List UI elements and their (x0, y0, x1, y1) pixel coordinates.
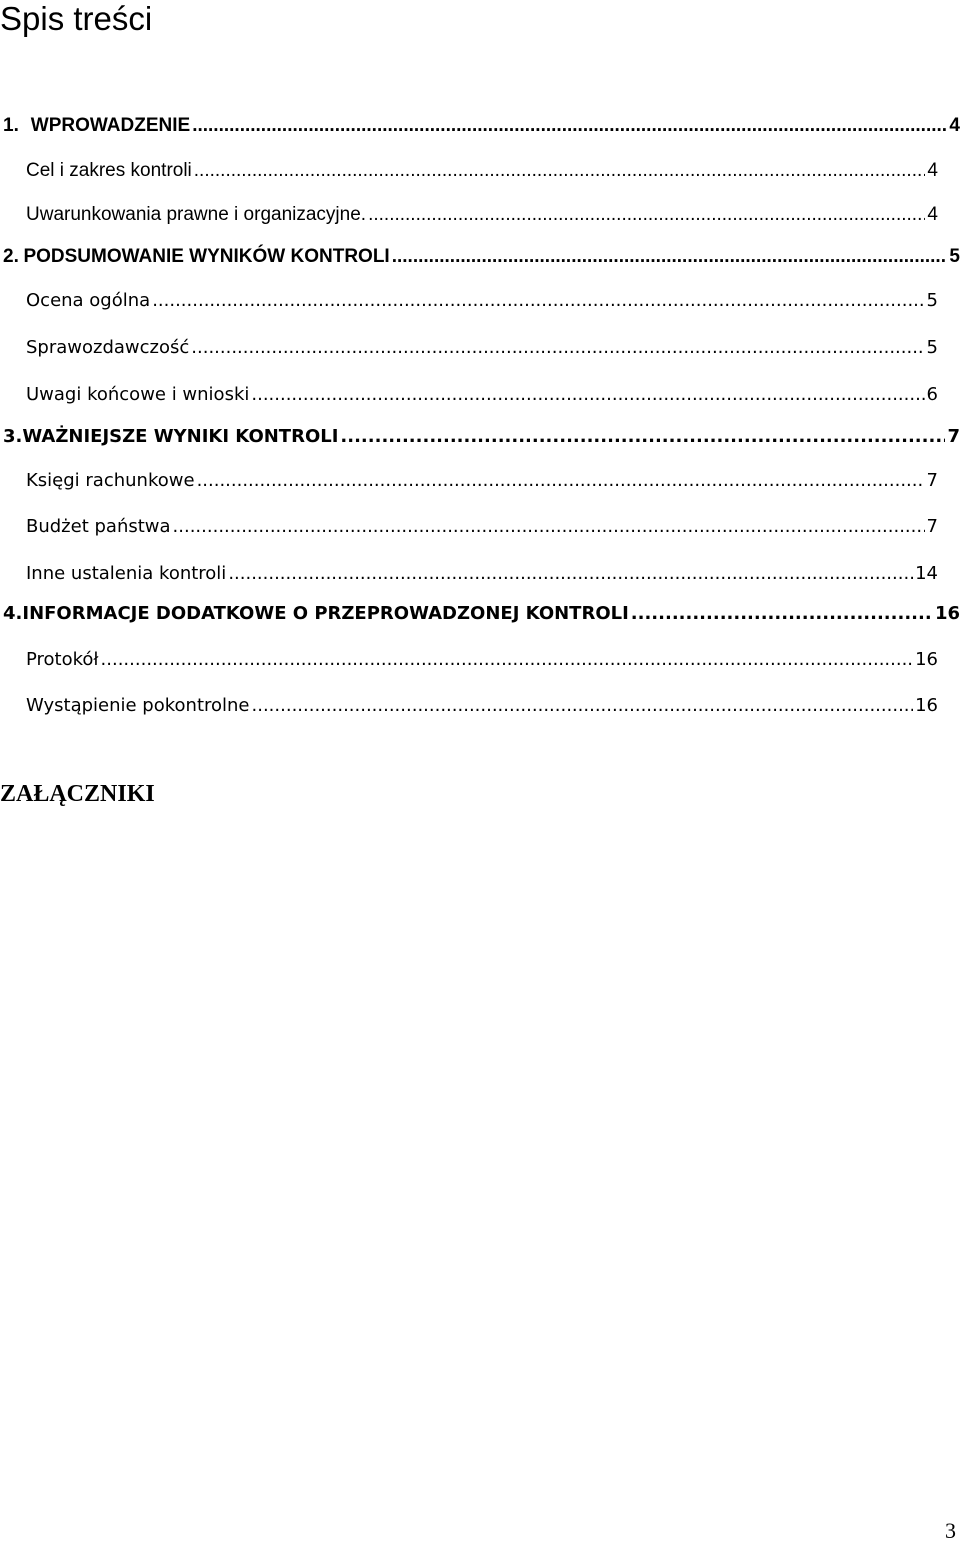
toc-entry-page: 14 (915, 563, 938, 584)
toc-entry-label: Sprawozdawczość (26, 337, 190, 358)
toc-entry-page: 7 (926, 516, 938, 537)
toc-entry-4[interactable] (3, 601, 960, 627)
toc-entry-page: 5 (949, 246, 960, 267)
dot-leader (340, 424, 945, 450)
dot-leader (173, 514, 925, 540)
toc-entry-number: 1. (3, 115, 19, 136)
toc-entry-page: 5 (926, 290, 938, 311)
toc-entry-page: 16 (915, 649, 938, 670)
toc-entry-label: Księgi rachunkowe (26, 470, 195, 491)
toc-entry-page: 6 (926, 384, 938, 405)
toc-entry-number: 3. (3, 426, 23, 447)
toc-entry-inne-ustalenia[interactable] (26, 561, 938, 587)
dot-leader (251, 382, 924, 408)
toc-entry-label: INFORMACJE DODATKOWE O PRZEPROWADZONEJ KONTROLI (22, 603, 629, 624)
dot-leader (368, 202, 925, 228)
toc-entry-1[interactable] (3, 113, 960, 139)
toc-entry-page: 7 (926, 470, 938, 491)
toc-entry-label: Wystąpienie pokontrolne (26, 695, 250, 716)
annex-heading: ZAŁĄCZNIKI (0, 781, 155, 807)
toc-entry-uwarunkowania[interactable] (26, 202, 938, 228)
dot-leader (631, 601, 933, 627)
toc-entry-protokol[interactable] (26, 647, 938, 673)
toc-entry-label: Budżet państwa (26, 516, 171, 537)
toc-entry-ksiegi-rachunkowe[interactable] (26, 468, 938, 494)
toc-entry-page: 16 (934, 603, 960, 624)
toc-entry-label: WPROWADZENIE (30, 115, 191, 136)
dot-leader (152, 288, 924, 314)
toc-entry-page: 7 (947, 426, 960, 447)
dot-leader (101, 647, 914, 673)
toc-entry-label: WAŻNIEJSZE WYNIKI KONTROLI (22, 426, 339, 447)
toc-entry-page: 4 (927, 160, 938, 181)
toc-entry-cel-i-zakres[interactable] (26, 158, 938, 184)
toc-title: Spis treści (0, 0, 153, 37)
dot-leader (191, 335, 924, 361)
toc-entry-number: 4. (3, 603, 23, 624)
toc-entry-sprawozdawczosc[interactable] (26, 335, 938, 361)
toc-entry-label: Uwagi końcowe i wnioski (26, 384, 250, 405)
toc-entry-2[interactable] (3, 244, 960, 270)
toc-entry-label: Ocena ogólna (26, 290, 151, 311)
toc-entry-uwagi-koncowe[interactable] (26, 382, 938, 408)
page-number: 3 (945, 1518, 956, 1543)
toc-entry-wystapienie[interactable] (26, 693, 938, 719)
dot-leader (392, 244, 948, 270)
toc-entry-page: 4 (927, 204, 938, 225)
toc-entry-page: 16 (915, 695, 938, 716)
dot-leader (194, 158, 926, 184)
toc-entry-label: Protokół (26, 649, 99, 670)
toc-entry-label: Cel i zakres kontroli (26, 160, 192, 181)
toc-entry-page: 5 (926, 337, 938, 358)
dot-leader (192, 113, 947, 139)
toc-entry-label: Inne ustalenia kontroli (26, 563, 227, 584)
toc-entry-3[interactable] (3, 424, 960, 450)
dot-leader (197, 468, 925, 494)
toc-entry-label: PODSUMOWANIE WYNIKÓW KONTROLI (23, 246, 390, 267)
toc-entry-budzet-panstwa[interactable] (26, 514, 938, 540)
toc-entry-page: 4 (949, 115, 960, 136)
toc-entry-number: 2. (3, 246, 19, 267)
toc-entry-ocena-ogolna[interactable] (26, 288, 938, 314)
dot-leader (252, 693, 914, 719)
dot-leader (228, 561, 913, 587)
toc-entry-label: Uwarunkowania prawne i organizacyjne. (26, 204, 367, 225)
